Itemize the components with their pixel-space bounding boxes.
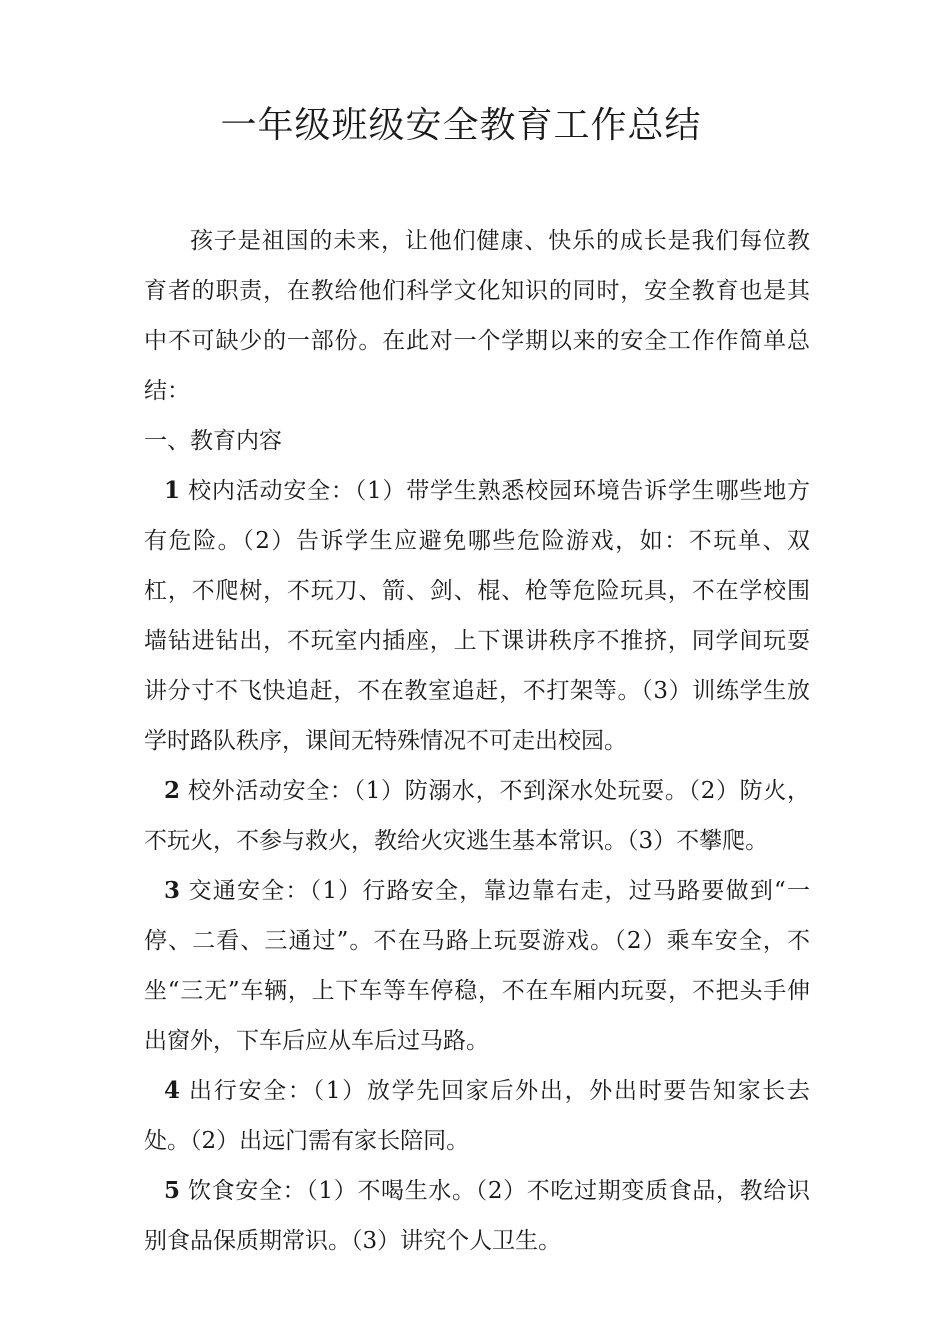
section-heading: 一、教育内容 bbox=[144, 428, 282, 454]
item-text: 出行安全：（1）放学先回家后外出，外出时要告知家长去处。（2）出远门需有家长陪同。 bbox=[144, 1078, 810, 1154]
item-number: 5 bbox=[164, 1177, 181, 1204]
content-item-3 bbox=[144, 866, 810, 1066]
content-item-2 bbox=[144, 766, 810, 866]
item-text: 交通安全：（1）行路安全，靠边靠右走，过马路要做到“一停、二看、三通过”。不在马路上玩耍游戏。（2）乘车安全，不坐“三无”车辆，上下车等车停稳，不在车厢内玩耍，不把头手伸出窗外，下车后应从车后过马路。 bbox=[144, 878, 810, 1054]
item-number: 2 bbox=[164, 777, 181, 804]
item-text: 饮食安全：（1）不喝生水。（2）不吃过期变质食品，教给识别食品保质期常识。（3）讲究个人卫生。 bbox=[144, 1178, 810, 1254]
item-number: 3 bbox=[164, 877, 181, 904]
content-item-5 bbox=[144, 1166, 810, 1266]
item-number: 4 bbox=[164, 1077, 181, 1104]
document-title: 一年级班级安全教育工作总结 bbox=[220, 105, 702, 146]
item-text: 校外活动安全：（1）防溺水，不到深水处玩耍。（2）防火，不玩火，不参与救火，教给火灾逃生基本常识。（3）不攀爬。 bbox=[144, 778, 810, 854]
item-number: 1 bbox=[164, 477, 181, 504]
document-body bbox=[144, 216, 810, 1266]
item-text: 校内活动安全：（1）带学生熟悉校园环境告诉学生哪些地方有危险。（2）告诉学生应避免哪些危险游戏，如：不玩单、双杠，不爬树，不玩刀、箭、剑、棍、枪等危险玩具，不在学校围墙钻进钻出，不玩室内插座，上下课讲秩序不推挤，同学间玩耍讲分寸不飞快追赶，不在教室追赶，不打架等。（3）训练学生放学时路队秩序，课间无特殊情况不可走出校园。 bbox=[144, 478, 810, 754]
content-item-4 bbox=[144, 1066, 810, 1166]
content-item-1 bbox=[144, 466, 810, 766]
intro-paragraph: 孩子是祖国的未来，让他们健康、快乐的成长是我们每位教育者的职责，在教给他们科学文化知识的同时，安全教育也是其中不可缺少的一部份。在此对一个学期以来的安全工作作简单总结： bbox=[144, 228, 810, 404]
